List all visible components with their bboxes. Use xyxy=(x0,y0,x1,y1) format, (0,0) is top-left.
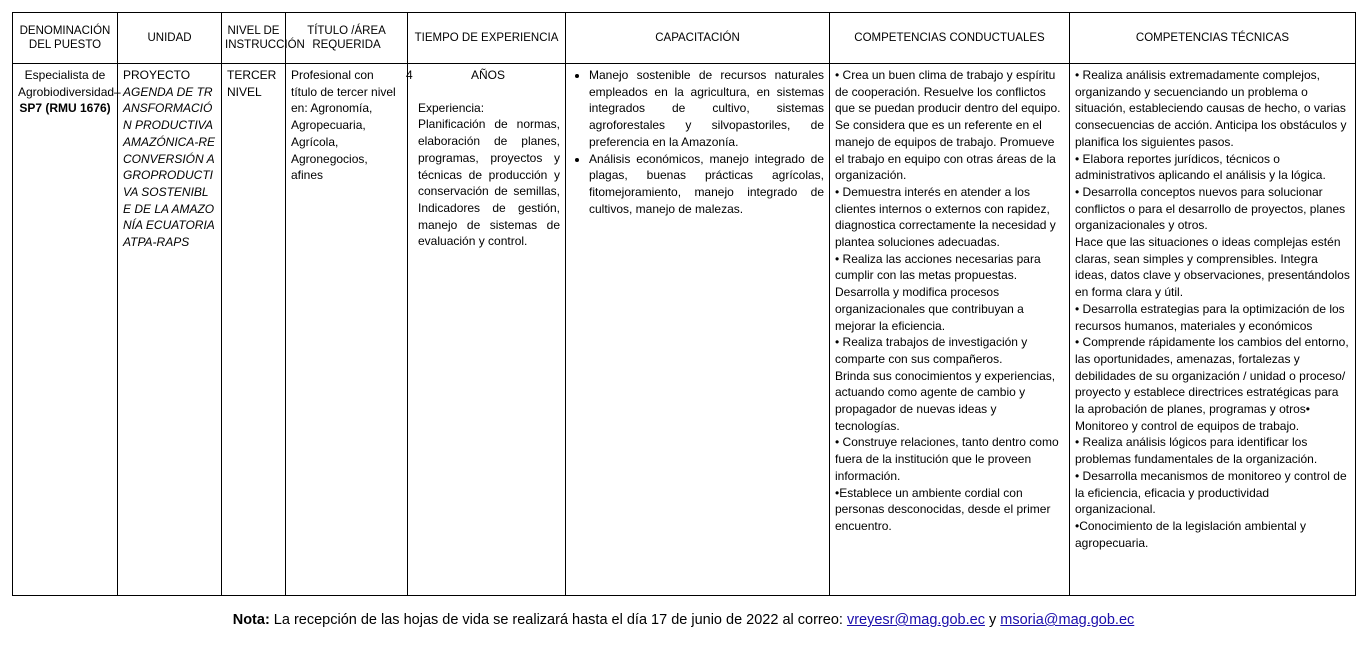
table-row xyxy=(13,64,1356,596)
list-item: • Desarrolla estrategias para la optimización de los recursos humanos, materiales y económicos xyxy=(1075,301,1345,333)
list-item: • Manejo sostenible de recursos naturales empleados en la agricultura, en sistemas integrados de cultivo, sistemas agroforestales y silvopastoriles, de preferencia en la Amazonía. xyxy=(589,67,824,151)
list-item: Brinda sus conocimientos y experiencias, actuando como agente de cambio y propagador de nuevas ideas y tecnologías. xyxy=(835,368,1056,433)
header-unidad: UNIDAD xyxy=(118,13,222,64)
header-row xyxy=(13,13,1356,64)
puesto-code: SP7 (RMU 1676) xyxy=(19,101,111,116)
cell-conductuales xyxy=(830,64,1070,596)
list-item: • Desarrolla mecanismos de monitoreo y control de la eficiencia, eficacia y productividad organizacional. xyxy=(1075,468,1347,517)
header-tecnicas: COMPETENCIAS TÉCNICAS xyxy=(1070,13,1356,64)
cell-titulo xyxy=(286,64,408,596)
list-item: •Conocimiento de la legislación ambiental y agropecuaria. xyxy=(1075,518,1306,550)
cell-tiempo xyxy=(408,64,566,596)
list-item: • Desarrolla conceptos nuevos para solucionar conflictos o para el desarrollo de proyectos, planes organizacionales y otros. xyxy=(1075,184,1346,233)
unidad-type: PROYECTO xyxy=(123,68,191,82)
list-item: •Establece un ambiente cordial con personas desconocidas, desde el primer encuentro. xyxy=(835,485,1051,533)
list-item: • Comprende rápidamente los cambios del entorno, las oportunidades, amenazas, fortalezas y debilidades de su organización / unidad o proceso/ proyecto y establece directrices estratégicas para la aprobación de planes, programas y otros• Monitoreo y control de equipos de trabajo. xyxy=(1075,335,1349,433)
list-item: • Realiza análisis lógicos para identificar los problemas fundamentales de la organización. xyxy=(1075,435,1318,467)
list-item: Hace que las situaciones o ideas complejas estén claras, sean simples y comprensibles. Integra ideas, datos clave y observaciones, presentándolos en forma clara y útil. xyxy=(1075,235,1350,300)
note-label: Nota: xyxy=(232,612,270,628)
list-item: • Demuestra interés en atender a los clientes internos o externos con rapidez, diagnostica correctamente la necesidad y plantea soluciones adecuadas. xyxy=(835,184,1056,250)
unidad-name: AGENDA DE TRANSFORMACIÓN PRODUCTIVA AMAZÓNICA-RECONVERSIÓN AGROPRODUCTIVA SOSTENIBLE DE LA AMAZONÍA ECUATORIA ATPA-RAPS xyxy=(123,84,216,250)
experiencia-label: Experiencia: xyxy=(418,100,485,115)
cell-puesto xyxy=(13,64,121,596)
header-nivel: NIVEL DE INSTRUCCIÓN xyxy=(222,13,286,64)
list-item: • Construye relaciones, tanto dentro como fuera de la institución que le proveen información. xyxy=(835,435,1059,483)
note-text: La recepción de las hojas de vida se realizará hasta el día 17 de junio de 2022 al correo: xyxy=(269,612,847,628)
cell-unidad xyxy=(118,64,222,596)
header-capacitacion: CAPACITACIÓN xyxy=(566,13,830,64)
header-titulo: TÍTULO /ÁREA REQUERIDA xyxy=(286,13,408,64)
list-item: • Análisis económicos, manejo integrado de plagas, buenas prácticas agrícolas, fitomejoramiento, manejo integrado de cultivos, manejo de malezas. xyxy=(589,151,824,218)
header-conductuales: COMPETENCIAS CONDUCTUALES xyxy=(830,13,1070,64)
puesto-name: Especialista de Agrobiodiversidad– xyxy=(18,68,121,99)
cell-nivel xyxy=(222,64,286,596)
experiencia-text: Planificación de normas, elaboración de planes, programas, proyectos y técnicas de producción y conservación de semillas, Indicadores de gestión, manejo de sistemas de evaluación y control. xyxy=(418,117,560,249)
job-requirements-table xyxy=(12,12,1356,596)
header-denominacion: DENOMINACIÓN DEL PUESTO xyxy=(13,13,118,64)
cell-capacitacion xyxy=(566,64,830,596)
tiempo-years xyxy=(406,67,560,84)
email-link-msoria[interactable]: msoria@mag.gob.ec xyxy=(1000,612,1135,628)
list-item: Desarrolla y modifica procesos organizacionales que contribuyan a mejorar la eficiencia. xyxy=(835,285,1024,333)
header-tiempo: TIEMPO DE EXPERIENCIA xyxy=(408,13,566,64)
note-connector: y xyxy=(984,612,1001,628)
capacitacion-list xyxy=(571,67,824,217)
list-item: • Realiza trabajos de investigación y comparte con sus compañeros. xyxy=(835,335,1028,366)
list-item: • Crea un buen clima de trabajo y espíritu de cooperación. Resuelve los conflictos que se puedan producir dentro del equipo. Se considera que es un referente en el manejo de equipos de trabajo. Promueve el trabajo en equipo con otras áreas de la organización. xyxy=(835,68,1061,183)
tiempo-unit: AÑOS xyxy=(470,68,505,82)
list-item: • Realiza análisis extremadamente complejos, organizando y secuenciando un problema o situación, estableciendo causas de hecho, o varias consecuencias de acción. Anticipa los obstáculos y planifica los siguientes pasos. xyxy=(1075,68,1347,149)
cell-tecnicas xyxy=(1070,64,1356,596)
tiempo-number: 4 xyxy=(406,68,413,82)
list-item: • Realiza las acciones necesarias para cumplir con las metas propuestas. xyxy=(835,251,1041,283)
titulo-value: Profesional con título de tercer nivel en: Agronomía, Agropecuaria, Agrícola, Agronegocios, afines xyxy=(291,68,396,183)
email-link-vreyesr[interactable]: vreyesr@mag.gob.ec xyxy=(846,612,985,628)
footer-note xyxy=(0,612,1367,628)
list-item: • Elabora reportes jurídicos, técnicos o administrativos aplicando el análisis y la lógica. xyxy=(1075,151,1326,183)
nivel-value: TERCER NIVEL xyxy=(227,68,277,99)
